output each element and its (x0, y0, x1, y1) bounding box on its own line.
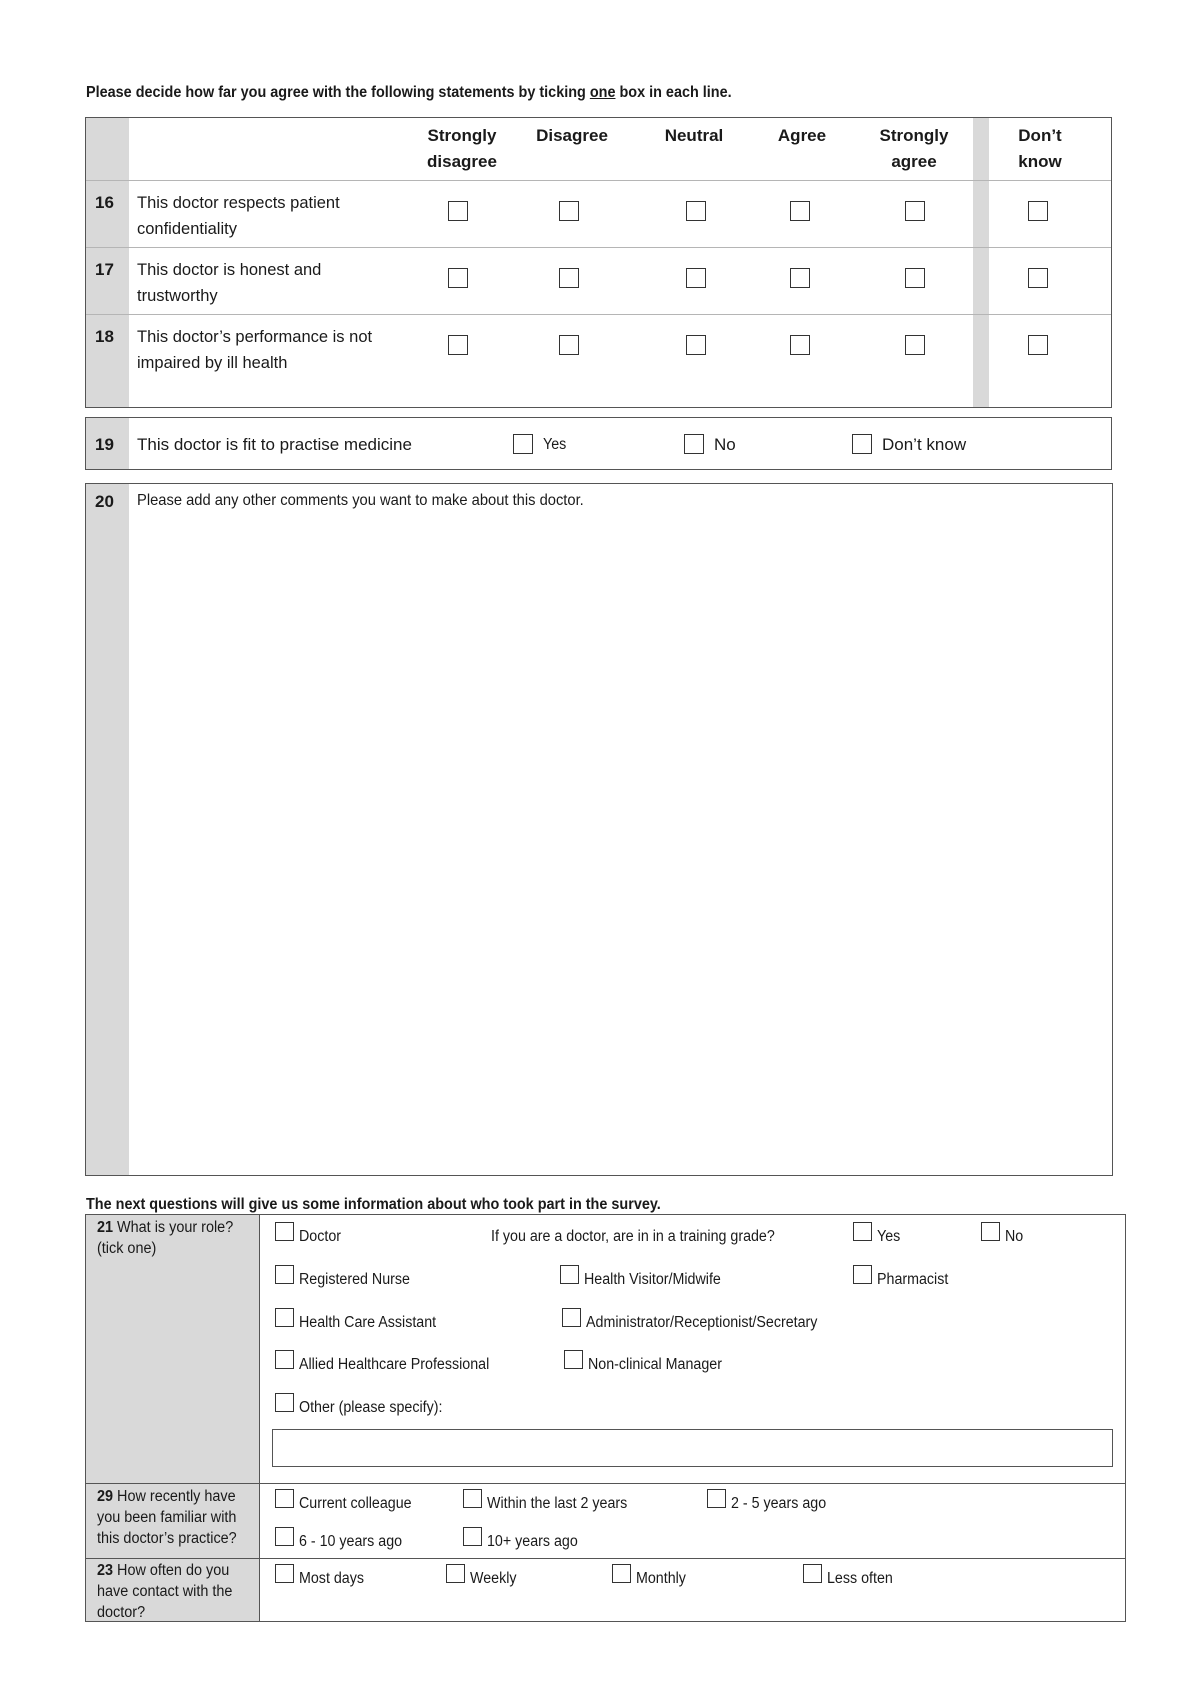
checkbox-agree[interactable] (790, 268, 810, 288)
checkbox-current-colleague[interactable] (275, 1489, 294, 1508)
option-label-registered-nurse: Registered Nurse (299, 1271, 410, 1288)
question-number: 16 (95, 193, 114, 212)
row-divider (86, 1558, 1125, 1559)
training-grade-question: If you are a doctor, are in in a training grade? (491, 1228, 775, 1245)
checkbox-administrator[interactable] (562, 1308, 581, 1327)
option-label-most-days: Most days (299, 1570, 364, 1587)
option-label-health-visitor: Health Visitor/Midwife (584, 1271, 721, 1288)
option-label-pharmacist: Pharmacist (877, 1271, 949, 1288)
option-label-non-clinical-manager: Non-clinical Manager (588, 1356, 722, 1373)
checkbox-strongly-agree[interactable] (905, 268, 925, 288)
question-number: 23 (97, 1562, 114, 1579)
option-label-monthly: Monthly (636, 1570, 686, 1587)
row-divider (86, 1483, 1125, 1484)
option-label-other: Other (please specify): (299, 1399, 443, 1416)
question-20-number-column (86, 484, 129, 1175)
checkbox-agree[interactable] (790, 201, 810, 221)
checkbox-pharmacist[interactable] (853, 1265, 872, 1284)
question-text: How recently have you been familiar with this doctor’s practice? (97, 1488, 237, 1547)
option-label-yes: Yes (543, 436, 567, 453)
option-label-administrator: Administrator/Receptionist/Secretary (586, 1314, 818, 1331)
column-divider (259, 1215, 260, 1621)
option-label-less-often: Less often (827, 1570, 893, 1587)
checkbox-monthly[interactable] (612, 1564, 631, 1583)
checkbox-dont-know[interactable] (1028, 268, 1048, 288)
col-header-neutral: Neutral (664, 126, 724, 145)
checkbox-strongly-agree[interactable] (905, 335, 925, 355)
checkbox-10-plus-years[interactable] (463, 1527, 482, 1546)
section-heading: The next questions will give us some information about who took part in the survey. (86, 1196, 661, 1213)
row-divider (86, 180, 1111, 181)
instructions (86, 84, 732, 102)
checkbox-within-2-years[interactable] (463, 1489, 482, 1508)
col-header-dont-know: Don’t know (1018, 126, 1062, 171)
question-number: 18 (95, 327, 114, 346)
other-specify-input[interactable] (272, 1429, 1113, 1467)
checkbox-dont-know[interactable] (1028, 201, 1048, 221)
checkbox-weekly[interactable] (446, 1564, 465, 1583)
question-number: 19 (95, 435, 114, 454)
checkbox-allied-healthcare[interactable] (275, 1350, 294, 1369)
question-text: How often do you have contact with the doctor? (97, 1562, 233, 1621)
question-text: This doctor is honest and trustworthy (137, 261, 322, 305)
checkbox-disagree[interactable] (559, 268, 579, 288)
row-divider (86, 314, 1111, 315)
comments-area[interactable] (135, 515, 1107, 1170)
question-21-label (97, 1217, 255, 1259)
option-label-10-plus-years: 10+ years ago (487, 1533, 578, 1550)
question-text: Please add any other comments you want to make about this doctor. (137, 492, 584, 509)
question-text: What is your role? (tick one) (97, 1219, 234, 1257)
checkbox-neutral[interactable] (686, 335, 706, 355)
checkbox-training-no[interactable] (981, 1222, 1000, 1241)
instructions-pre: Please decide how far you agree with the following statements by ticking (86, 84, 590, 101)
option-label-health-care-assistant: Health Care Assistant (299, 1314, 437, 1331)
checkbox-training-yes[interactable] (853, 1222, 872, 1241)
question-number: 20 (95, 492, 114, 511)
col-header-agree: Agree (777, 126, 827, 145)
option-label-6-10-years: 6 - 10 years ago (299, 1533, 403, 1550)
checkbox-2-5-years[interactable] (707, 1489, 726, 1508)
checkbox-dont-know[interactable] (1028, 335, 1048, 355)
checkbox-yes[interactable] (513, 434, 533, 454)
checkbox-disagree[interactable] (559, 201, 579, 221)
checkbox-health-visitor[interactable] (560, 1265, 579, 1284)
checkbox-health-care-assistant[interactable] (275, 1308, 294, 1327)
checkbox-strongly-disagree[interactable] (448, 268, 468, 288)
checkbox-strongly-disagree[interactable] (448, 201, 468, 221)
checkbox-doctor[interactable] (275, 1222, 294, 1241)
checkbox-no[interactable] (684, 434, 704, 454)
checkbox-other[interactable] (275, 1393, 294, 1412)
question-text: This doctor is fit to practise medicine (137, 435, 412, 454)
question-text: This doctor respects patient confidentiality (137, 194, 340, 238)
option-label-2-5-years: 2 - 5 years ago (731, 1495, 827, 1512)
checkbox-less-often[interactable] (803, 1564, 822, 1583)
question-number: 17 (95, 260, 114, 279)
question-number: 29 (97, 1488, 114, 1505)
checkbox-neutral[interactable] (686, 268, 706, 288)
question-23-label (97, 1560, 255, 1623)
option-label-current-colleague: Current colleague (299, 1495, 412, 1512)
col-header-strongly-disagree: Strongly disagree (427, 126, 497, 171)
option-label-training-yes: Yes (877, 1228, 901, 1245)
question-text: This doctor’s performance is not impaired by ill health (137, 328, 373, 372)
checkbox-neutral[interactable] (686, 201, 706, 221)
instructions-emphasis: one (589, 84, 616, 101)
checkbox-strongly-agree[interactable] (905, 201, 925, 221)
checkbox-dont-know[interactable] (852, 434, 872, 454)
option-label-doctor: Doctor (299, 1228, 342, 1245)
checkbox-registered-nurse[interactable] (275, 1265, 294, 1284)
col-header-disagree: Disagree (536, 126, 608, 145)
checkbox-strongly-disagree[interactable] (448, 335, 468, 355)
instructions-post: box in each line. (615, 84, 732, 101)
question-number: 21 (97, 1219, 114, 1236)
option-label-within-2-years: Within the last 2 years (487, 1495, 628, 1512)
checkbox-disagree[interactable] (559, 335, 579, 355)
col-header-strongly-agree: Strongly agree (879, 126, 949, 171)
checkbox-agree[interactable] (790, 335, 810, 355)
option-label-allied-healthcare: Allied Healthcare Professional (299, 1356, 490, 1373)
question-29-label (97, 1486, 255, 1549)
option-label-training-no: No (1005, 1228, 1024, 1245)
checkbox-6-10-years[interactable] (275, 1527, 294, 1546)
option-label-no: No (714, 435, 736, 454)
option-label-weekly: Weekly (470, 1570, 517, 1587)
checkbox-most-days[interactable] (275, 1564, 294, 1583)
checkbox-non-clinical-manager[interactable] (564, 1350, 583, 1369)
option-label-dont-know: Don’t know (882, 435, 967, 454)
row-divider (86, 247, 1111, 248)
